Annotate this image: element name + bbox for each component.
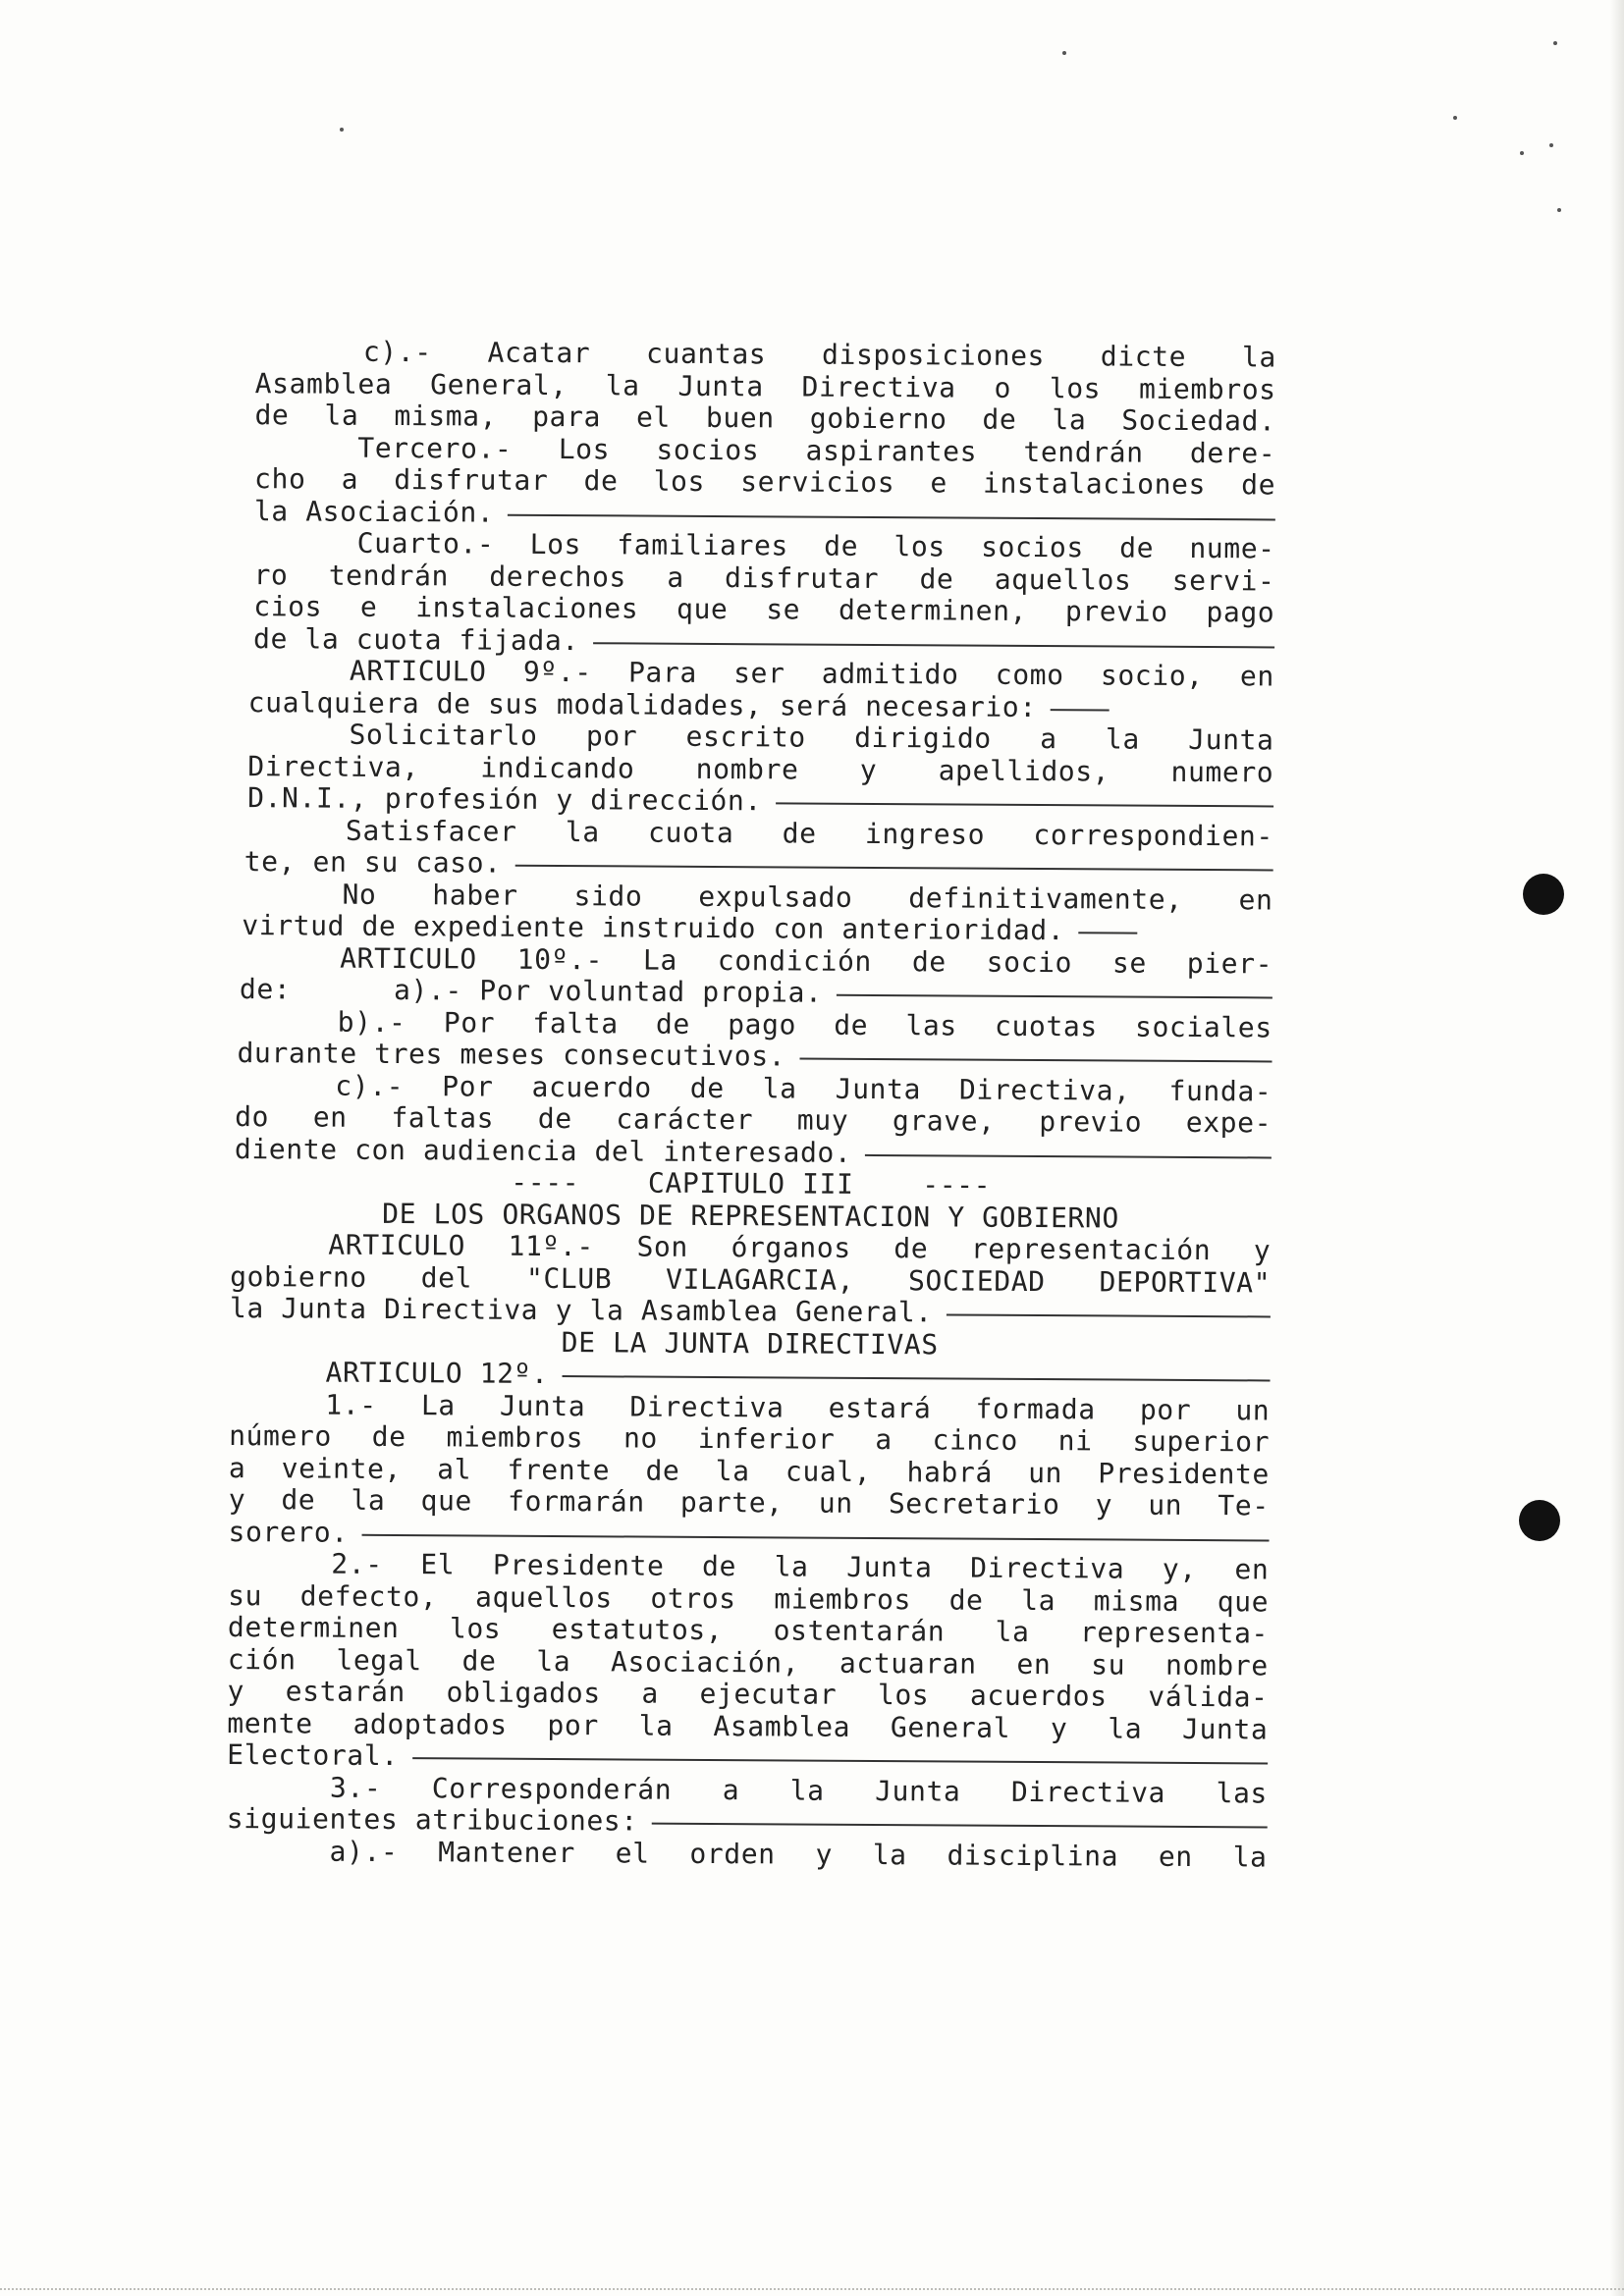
- line-text: do en faltas de carácter muy grave, previo expe-: [235, 1100, 1272, 1140]
- line-text: ARTICULO 11º.- Son órganos de representación y: [328, 1228, 1272, 1267]
- line-text: ción legal de la Asociación, actuaran en su nombre: [227, 1642, 1269, 1682]
- line-text: Tercero.- Los socios aspirantes tendrán dere-: [357, 431, 1276, 469]
- fill-rule-line: [362, 1533, 1270, 1541]
- scan-bottom-edge: [0, 2288, 1624, 2296]
- line-text: ro tendrán derechos a disfrutar de aquellos servi-: [253, 558, 1275, 597]
- line-text: y de la que formarán parte, un Secretario y un Te-: [228, 1482, 1270, 1522]
- scan-speck: [1520, 151, 1524, 155]
- line-text: 1.- La Junta Directiva estará formada por un: [325, 1388, 1271, 1426]
- line-text: ARTICULO 10º.- La condición de socio se pier-: [340, 941, 1273, 980]
- line-text: Cuarto.- Los familiares de los socios de nume-: [356, 526, 1275, 565]
- document-body: [226, 336, 1276, 1873]
- text-line: [231, 1133, 1272, 1171]
- scan-speck: [1062, 51, 1066, 55]
- line-text: virtud de expediente instruido con anterioridad.: [242, 909, 1065, 947]
- line-text: su defecto, aquellos otros miembros de la misma que: [228, 1578, 1270, 1618]
- line-text: siguientes atribuciones:: [226, 1801, 638, 1838]
- text-line: [226, 1835, 1267, 1873]
- line-text: a veinte, al frente de la cual, habrá un Presidente: [228, 1451, 1271, 1490]
- line-text: Asamblea General, la Junta Directiva o los miembros: [254, 366, 1276, 405]
- line-text: la Junta Directiva y la Asamblea General.: [229, 1291, 933, 1329]
- punch-hole-top: [1523, 874, 1564, 915]
- line-text: DE LA JUNTA DIRECTIVAS: [561, 1325, 939, 1361]
- line-text: de la misma, para el buen gobierno de la Sociedad.: [254, 399, 1276, 438]
- fill-rule-line: [562, 1375, 1270, 1381]
- line-text: 3.- Corresponderán a la Junta Directiva las: [329, 1771, 1269, 1809]
- line-text: c).- Por acuerdo de la Junta Directiva, funda-: [335, 1069, 1272, 1107]
- line-text: gobierno del "CLUB VILAGARCIA, SOCIEDAD DEPORTIVA": [230, 1259, 1272, 1299]
- line-text: determinen los estatutos, ostentarán la representa-: [227, 1610, 1270, 1650]
- line-text: D.N.I., profesión y dirección.: [247, 781, 762, 818]
- scan-right-edge: [1610, 0, 1624, 2296]
- scan-speck: [1453, 116, 1457, 120]
- line-text: te, en su caso.: [244, 845, 502, 880]
- fill-rule-line: [652, 1823, 1268, 1829]
- line-text: No haber sido expulsado definitivamente, en: [342, 878, 1273, 916]
- line-text: diente con audiencia del interesado.: [234, 1132, 852, 1169]
- line-text: Satisfacer la cuota de ingreso correspondien-: [345, 814, 1274, 852]
- line-text: a).- Mantener el orden y la disciplina en la: [329, 1835, 1268, 1873]
- fill-rule-line: [508, 513, 1275, 520]
- line-text: cios e instalaciones que se determinen, previo pago: [253, 590, 1275, 629]
- scan-speck: [1553, 41, 1557, 45]
- scan-speck: [1557, 208, 1561, 212]
- line-text: la Asociación.: [253, 494, 495, 529]
- text-line: [229, 1484, 1270, 1522]
- line-text: de la cuota fijada.: [253, 621, 579, 657]
- scan-speck: [1549, 143, 1553, 147]
- line-text: Directiva, indicando nombre y apellidos, numero: [247, 749, 1274, 788]
- line-text: de: a).- Por voluntad propia.: [239, 973, 823, 1009]
- scan-speck: [340, 128, 344, 132]
- line-text: durante tres meses consecutivos.: [237, 1037, 786, 1073]
- line-text: mente adoptados por la Asamblea General y la Junta: [227, 1706, 1269, 1745]
- line-text: 2.- El Presidente de la Junta Directiva y, en: [331, 1547, 1270, 1586]
- line-text: DE LOS ORGANOS DE REPRESENTACION Y GOBIERNO: [382, 1197, 1119, 1235]
- fill-rule-line: [515, 865, 1273, 872]
- fill-rule-line: [865, 1153, 1272, 1158]
- line-text: b).- Por falta de pago de las cuotas sociales: [337, 1005, 1272, 1043]
- fill-rule-line: [412, 1757, 1268, 1764]
- line-text: y estarán obligados a ejecutar los acuerdos válida-: [227, 1674, 1269, 1714]
- fill-rule-line: [776, 802, 1273, 807]
- text-line: [230, 1293, 1271, 1331]
- fill-rule-line: [1051, 709, 1110, 711]
- line-text: cualquiera de sus modalidades, será necesario:: [247, 685, 1037, 723]
- line-text: número de miembros no inferior a cinco ni superior: [229, 1418, 1271, 1459]
- line-text: sorero.: [228, 1515, 349, 1549]
- line-text: ---- CAPITULO III ----: [511, 1165, 992, 1201]
- fill-rule-line: [836, 994, 1272, 999]
- punch-hole-bottom: [1519, 1500, 1560, 1541]
- fill-rule-line: [947, 1313, 1271, 1317]
- line-text: Solicitarlo por escrito dirigido a la Junta: [349, 718, 1274, 757]
- line-text: ARTICULO 9º.- Para ser admitido como socio, en: [349, 654, 1275, 693]
- line-text: c).- Acatar cuantas disposiciones dicte la: [362, 335, 1276, 374]
- line-text: Electoral.: [227, 1737, 399, 1773]
- line-text: cho a disfrutar de los servicios e instalaciones de: [254, 462, 1276, 502]
- fill-rule-line: [1078, 932, 1137, 934]
- fill-rule-line: [593, 642, 1274, 648]
- fill-rule-line: [799, 1058, 1272, 1063]
- line-text: ARTICULO 12º.: [325, 1356, 549, 1390]
